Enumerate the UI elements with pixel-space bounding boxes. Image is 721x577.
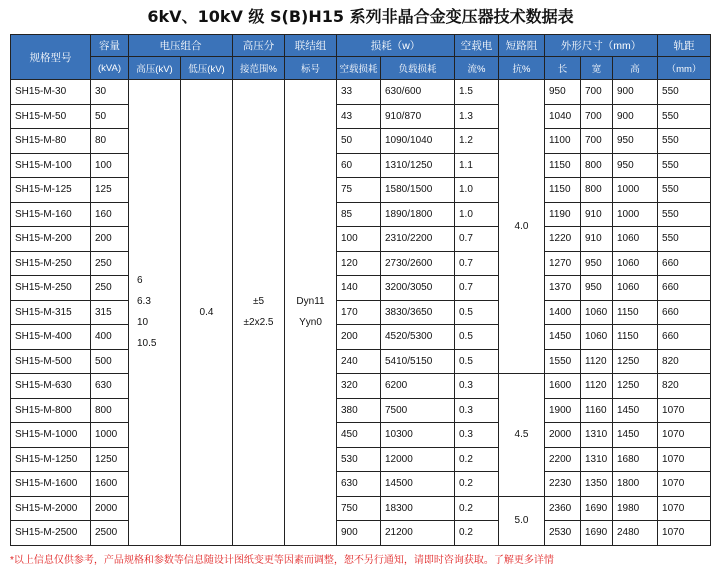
- cell-noload-current: 0.2: [455, 521, 499, 546]
- cell-model: SH15-M-800: [11, 398, 91, 423]
- cell-length: 1600: [545, 374, 581, 399]
- header-voltage-group: 电压组合: [129, 35, 233, 57]
- cell-capacity: 50: [91, 104, 129, 129]
- cell-noload-current: 0.3: [455, 423, 499, 448]
- table-row: [11, 374, 711, 399]
- cell-gauge: 660: [658, 325, 711, 350]
- header-tap-1: 高压分: [233, 35, 285, 57]
- cell-height: 1150: [613, 300, 658, 325]
- cell-length: 1100: [545, 129, 581, 154]
- cell-model: SH15-M-1000: [11, 423, 91, 448]
- cell-noload-current: 1.0: [455, 178, 499, 203]
- cell-height: 1250: [613, 374, 658, 399]
- cell-noload-loss: 900: [337, 521, 381, 546]
- cell-gauge: 1070: [658, 496, 711, 521]
- cell-noload-current: 0.3: [455, 398, 499, 423]
- header-height: 高: [613, 57, 658, 80]
- cell-noload-loss: 530: [337, 447, 381, 472]
- cell-noload-current: 0.3: [455, 374, 499, 399]
- hv-value: 10.5: [137, 338, 157, 350]
- cell-width: 700: [581, 104, 613, 129]
- cell-load-loss: 4520/5300: [381, 325, 455, 350]
- cell-model: SH15-M-1250: [11, 447, 91, 472]
- cell-width: 1120: [581, 374, 613, 399]
- vector-value: Yyn0: [299, 317, 322, 329]
- cell-length: 1450: [545, 325, 581, 350]
- cell-noload-loss: 120: [337, 251, 381, 276]
- header-noload-loss: 空载损耗: [337, 57, 381, 80]
- cell-width: 1690: [581, 521, 613, 546]
- header-vector-1: 联结组: [285, 35, 337, 57]
- cell-gauge: 660: [658, 300, 711, 325]
- cell-noload-loss: 200: [337, 325, 381, 350]
- cell-noload-loss: 750: [337, 496, 381, 521]
- hv-value: 6: [137, 275, 143, 287]
- cell-gauge: 550: [658, 129, 711, 154]
- cell-load-loss: 3200/3050: [381, 276, 455, 301]
- cell-model: SH15-M-30: [11, 80, 91, 105]
- cell-model: SH15-M-1600: [11, 472, 91, 497]
- cell-width: 950: [581, 276, 613, 301]
- table-row: [11, 300, 711, 325]
- header-noload-current-1: 空载电: [455, 35, 499, 57]
- cell-load-loss: 10300: [381, 423, 455, 448]
- cell-capacity: 2000: [91, 496, 129, 521]
- cell-load-loss: 21200: [381, 521, 455, 546]
- hv-value: 10: [137, 317, 149, 329]
- cell-width: 1160: [581, 398, 613, 423]
- cell-model: SH15-M-400: [11, 325, 91, 350]
- cell-width: 1310: [581, 447, 613, 472]
- table-row: [11, 521, 711, 546]
- cell-gauge: 550: [658, 80, 711, 105]
- header-model: 规格型号: [11, 35, 91, 80]
- cell-noload-current: 0.7: [455, 276, 499, 301]
- cell-length: 1150: [545, 153, 581, 178]
- header-hv: 高压(kV): [129, 57, 181, 80]
- cell-height: 1450: [613, 423, 658, 448]
- header-impedance-1: 短路阻: [499, 35, 545, 57]
- cell-gauge: 550: [658, 153, 711, 178]
- cell-noload-current: 0.5: [455, 300, 499, 325]
- cell-height: 1980: [613, 496, 658, 521]
- cell-model: SH15-M-200: [11, 227, 91, 252]
- cell-load-loss: 14500: [381, 472, 455, 497]
- cell-noload-current: 1.5: [455, 80, 499, 105]
- table-row: [11, 227, 711, 252]
- table-row: [11, 349, 711, 374]
- cell-noload-loss: 170: [337, 300, 381, 325]
- table-row: [11, 398, 711, 423]
- cell-load-loss: 5410/5150: [381, 349, 455, 374]
- cell-height: 1060: [613, 227, 658, 252]
- cell-gauge: 1070: [658, 447, 711, 472]
- cell-width: 800: [581, 153, 613, 178]
- cell-width: 1350: [581, 472, 613, 497]
- cell-load-loss: 18300: [381, 496, 455, 521]
- cell-capacity: 125: [91, 178, 129, 203]
- cell-width: 1310: [581, 423, 613, 448]
- cell-width: 910: [581, 227, 613, 252]
- cell-height: 1000: [613, 178, 658, 203]
- table-row: [11, 276, 711, 301]
- cell-length: 2200: [545, 447, 581, 472]
- cell-width: 1690: [581, 496, 613, 521]
- cell-height: 1250: [613, 349, 658, 374]
- cell-gauge: 820: [658, 374, 711, 399]
- header-loss-group: 损耗（w）: [337, 35, 455, 57]
- cell-model: SH15-M-630: [11, 374, 91, 399]
- cell-noload-loss: 140: [337, 276, 381, 301]
- table-row: [11, 178, 711, 203]
- cell-height: 1060: [613, 251, 658, 276]
- cell-width: 700: [581, 129, 613, 154]
- cell-gauge: 1070: [658, 398, 711, 423]
- cell-noload-current: 0.7: [455, 227, 499, 252]
- cell-impedance-merged: 4.0: [499, 80, 545, 374]
- header-dimension-group: 外形尺寸（mm）: [545, 35, 658, 57]
- table-row: [11, 251, 711, 276]
- cell-noload-current: 1.2: [455, 129, 499, 154]
- cell-load-loss: 7500: [381, 398, 455, 423]
- cell-gauge: 820: [658, 349, 711, 374]
- cell-height: 2480: [613, 521, 658, 546]
- spec-table: [10, 34, 711, 546]
- cell-length: 2000: [545, 423, 581, 448]
- cell-capacity: 500: [91, 349, 129, 374]
- cell-impedance-merged: 5.0: [499, 496, 545, 545]
- disclaimer-note: *以上信息仅供参考，产品规格和参数等信息随设计图纸变更等因素而调整，恕不另行通知，请即时咨询获取。了解更多详情: [10, 555, 554, 566]
- cell-load-loss: 1890/1800: [381, 202, 455, 227]
- header-impedance-2: 抗%: [499, 57, 545, 80]
- cell-impedance-merged: 4.5: [499, 374, 545, 497]
- cell-length: 1900: [545, 398, 581, 423]
- cell-noload-loss: 33: [337, 80, 381, 105]
- tap-value: ±5: [252, 296, 265, 308]
- cell-length: 1550: [545, 349, 581, 374]
- cell-width: 1060: [581, 300, 613, 325]
- header-row-1: [11, 35, 711, 57]
- cell-load-loss: 2310/2200: [381, 227, 455, 252]
- table-row: [11, 129, 711, 154]
- cell-capacity: 100: [91, 153, 129, 178]
- cell-vector-merged: [285, 80, 337, 546]
- cell-height: 1680: [613, 447, 658, 472]
- cell-capacity: 80: [91, 129, 129, 154]
- cell-noload-loss: 380: [337, 398, 381, 423]
- table-row: [11, 325, 711, 350]
- cell-height: 1450: [613, 398, 658, 423]
- cell-height: 1800: [613, 472, 658, 497]
- tap-value: ±2x2.5: [243, 317, 274, 329]
- header-load-loss: 负载损耗: [381, 57, 455, 80]
- header-lv: 低压(kV): [181, 57, 233, 80]
- cell-width: 950: [581, 251, 613, 276]
- cell-capacity: 1600: [91, 472, 129, 497]
- header-vector-2: 标号: [285, 57, 337, 80]
- cell-gauge: 550: [658, 104, 711, 129]
- cell-width: 800: [581, 178, 613, 203]
- cell-capacity: 315: [91, 300, 129, 325]
- cell-noload-loss: 630: [337, 472, 381, 497]
- header-width: 宽: [581, 57, 613, 80]
- cell-model: SH15-M-500: [11, 349, 91, 374]
- cell-hv-merged: [129, 80, 181, 546]
- cell-load-loss: 630/600: [381, 80, 455, 105]
- cell-noload-current: 0.7: [455, 251, 499, 276]
- cell-model: SH15-M-160: [11, 202, 91, 227]
- cell-length: 2230: [545, 472, 581, 497]
- cell-lv-merged: 0.4: [181, 80, 233, 546]
- cell-noload-loss: 75: [337, 178, 381, 203]
- cell-gauge: 1070: [658, 521, 711, 546]
- table-row: [11, 153, 711, 178]
- cell-length: 1150: [545, 178, 581, 203]
- cell-height: 1000: [613, 202, 658, 227]
- cell-capacity: 2500: [91, 521, 129, 546]
- cell-noload-current: 0.2: [455, 447, 499, 472]
- cell-capacity: 630: [91, 374, 129, 399]
- cell-model: SH15-M-50: [11, 104, 91, 129]
- cell-gauge: 660: [658, 251, 711, 276]
- table-row: [11, 447, 711, 472]
- cell-noload-current: 0.5: [455, 349, 499, 374]
- cell-length: 1370: [545, 276, 581, 301]
- cell-length: 2360: [545, 496, 581, 521]
- cell-model: SH15-M-2500: [11, 521, 91, 546]
- cell-load-loss: 3830/3650: [381, 300, 455, 325]
- table-row: [11, 104, 711, 129]
- header-capacity-unit: (kVA): [91, 57, 129, 80]
- cell-capacity: 800: [91, 398, 129, 423]
- cell-noload-loss: 60: [337, 153, 381, 178]
- cell-height: 950: [613, 153, 658, 178]
- cell-load-loss: 1090/1040: [381, 129, 455, 154]
- cell-capacity: 400: [91, 325, 129, 350]
- cell-noload-loss: 50: [337, 129, 381, 154]
- cell-capacity: 1250: [91, 447, 129, 472]
- cell-load-loss: 910/870: [381, 104, 455, 129]
- cell-capacity: 1000: [91, 423, 129, 448]
- cell-capacity: 250: [91, 251, 129, 276]
- cell-gauge: 660: [658, 276, 711, 301]
- cell-gauge: 1070: [658, 423, 711, 448]
- cell-load-loss: 1580/1500: [381, 178, 455, 203]
- header-capacity: 容量: [91, 35, 129, 57]
- table-row: [11, 472, 711, 497]
- cell-model: SH15-M-125: [11, 178, 91, 203]
- cell-length: 950: [545, 80, 581, 105]
- cell-model: SH15-M-80: [11, 129, 91, 154]
- cell-gauge: 550: [658, 178, 711, 203]
- cell-load-loss: 2730/2600: [381, 251, 455, 276]
- page-title: 6kV、10kV 级 S(B)H15 系列非晶合金变压器技术数据表: [147, 7, 574, 26]
- cell-width: 1060: [581, 325, 613, 350]
- cell-gauge: 550: [658, 227, 711, 252]
- cell-model: SH15-M-2000: [11, 496, 91, 521]
- cell-width: 1120: [581, 349, 613, 374]
- cell-noload-current: 0.2: [455, 496, 499, 521]
- cell-width: 910: [581, 202, 613, 227]
- table-row: [11, 202, 711, 227]
- cell-height: 1060: [613, 276, 658, 301]
- cell-gauge: 1070: [658, 472, 711, 497]
- cell-height: 900: [613, 80, 658, 105]
- header-row-2: [11, 57, 711, 80]
- header-tap-2: 接范围%: [233, 57, 285, 80]
- cell-length: 1220: [545, 227, 581, 252]
- cell-length: 1190: [545, 202, 581, 227]
- cell-height: 900: [613, 104, 658, 129]
- header-noload-current-2: 流%: [455, 57, 499, 80]
- vector-value: Dyn11: [296, 296, 325, 308]
- cell-load-loss: 12000: [381, 447, 455, 472]
- table-row: [11, 496, 711, 521]
- hv-value: 6.3: [137, 296, 151, 308]
- cell-tap-merged: [233, 80, 285, 546]
- header-gauge-2: （mm）: [658, 57, 711, 80]
- table-row: [11, 423, 711, 448]
- table-row: [11, 80, 711, 105]
- cell-gauge: 550: [658, 202, 711, 227]
- cell-model: SH15-M-250: [11, 276, 91, 301]
- cell-length: 1040: [545, 104, 581, 129]
- cell-capacity: 160: [91, 202, 129, 227]
- cell-noload-current: 0.5: [455, 325, 499, 350]
- cell-width: 700: [581, 80, 613, 105]
- cell-capacity: 250: [91, 276, 129, 301]
- cell-noload-loss: 450: [337, 423, 381, 448]
- cell-noload-loss: 43: [337, 104, 381, 129]
- cell-capacity: 200: [91, 227, 129, 252]
- cell-length: 1270: [545, 251, 581, 276]
- header-length: 长: [545, 57, 581, 80]
- cell-model: SH15-M-100: [11, 153, 91, 178]
- cell-model: SH15-M-250: [11, 251, 91, 276]
- cell-height: 1150: [613, 325, 658, 350]
- cell-length: 2530: [545, 521, 581, 546]
- header-gauge-1: 轨距: [658, 35, 711, 57]
- cell-load-loss: 1310/1250: [381, 153, 455, 178]
- cell-noload-current: 1.1: [455, 153, 499, 178]
- cell-length: 1400: [545, 300, 581, 325]
- cell-noload-loss: 320: [337, 374, 381, 399]
- cell-height: 950: [613, 129, 658, 154]
- cell-model: SH15-M-315: [11, 300, 91, 325]
- cell-noload-current: 0.2: [455, 472, 499, 497]
- cell-capacity: 30: [91, 80, 129, 105]
- cell-noload-loss: 100: [337, 227, 381, 252]
- cell-noload-current: 1.0: [455, 202, 499, 227]
- cell-load-loss: 6200: [381, 374, 455, 399]
- cell-noload-loss: 85: [337, 202, 381, 227]
- cell-noload-current: 1.3: [455, 104, 499, 129]
- cell-noload-loss: 240: [337, 349, 381, 374]
